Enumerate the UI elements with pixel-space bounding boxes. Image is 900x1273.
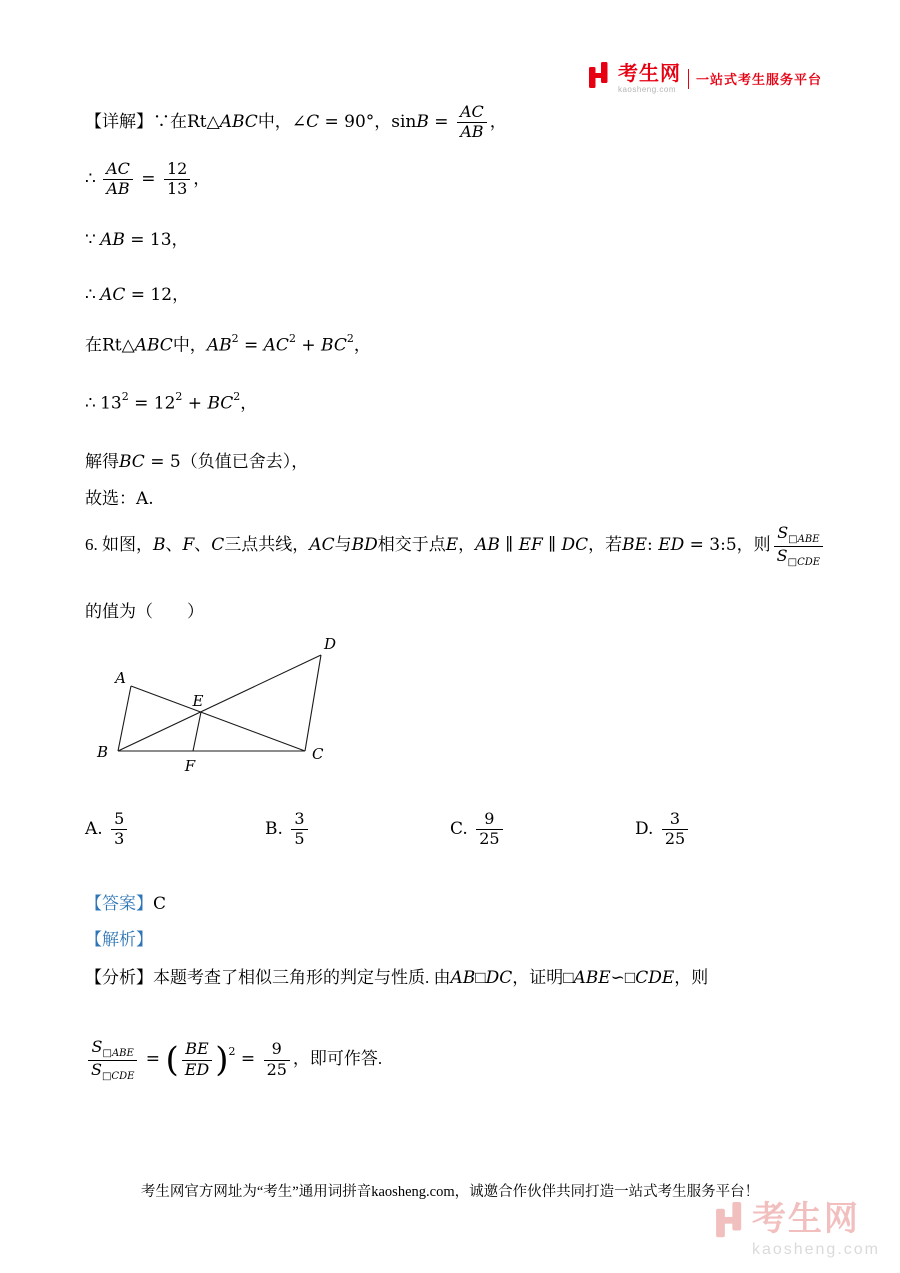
watermark-text-block [752, 1202, 880, 1258]
option-c: C. $\frac{9}{25}$ [450, 810, 506, 850]
logo-text-block [618, 64, 681, 94]
point-label-e: E [192, 692, 204, 710]
option-b: B. $\frac{3}{5}$ [265, 810, 311, 850]
options-row [85, 810, 820, 862]
point-label-a: A [115, 669, 126, 687]
segment-BD [118, 655, 321, 751]
brand-domain: kaosheng.com [617, 84, 677, 94]
kaosheng-logo-icon [589, 62, 611, 95]
solution-line-6: ∴ $13^2 = 12^2 + BC^2$， [85, 390, 258, 414]
solution-line-5: 在Rt△ABC中，$AB^2 = AC^2 + BC^2$， [85, 332, 371, 356]
brand-tagline: 一站式考生服务平台 [695, 72, 822, 87]
watermark-logo-icon [716, 1202, 746, 1245]
point-label-d: D [324, 635, 337, 653]
watermark [716, 1202, 880, 1258]
answer-line: 【答案】C [85, 894, 167, 914]
geometry-figure [88, 633, 418, 788]
point-label-b: B [96, 743, 108, 761]
segment-CD [305, 655, 321, 751]
footer-text: 考生网官方网址为“考生”通用词拼音kaosheng.com，诚邀合作伙伴共同打造一站式考生服务平台！ [140, 1184, 760, 1200]
watermark-brand: 考生网 [751, 1200, 860, 1238]
option-a: A. $\frac{5}{3}$ [85, 810, 130, 850]
solution-line-7: 解得BC = 5（负值已舍去）， [85, 452, 309, 472]
solution-line-3: ∵ AB = 13， [85, 230, 189, 250]
solution-line-4: ∴ AC = 12， [85, 285, 190, 305]
segment-BA [118, 686, 131, 751]
solution-line-2: ∴ $\frac{AC}{AB}$ = $\frac{12}{13}$ ， [85, 159, 211, 199]
question-6-stem: 6. 如图，B、F、C三点共线，AC与BD相交于点E，AB ∥ EF ∥ DC，若BE: ED = 3:5，则 $\frac{S_{□ABE}}{S_{□CDE}}$ [85, 524, 820, 568]
analysis-label: 【解析】 [85, 930, 153, 949]
brand-name: 考生网 [617, 62, 681, 85]
option-d: D. $\frac{3}{25}$ [635, 810, 691, 850]
point-label-f: F [184, 757, 196, 775]
segment-AC [131, 686, 305, 751]
watermark-domain: kaosheng.com [751, 1241, 880, 1258]
analysis-formula: $\frac{S_{□ABE}}{S_{□CDE}}$ = ( $\frac{BE}{ED}$ )$^2$ = $\frac{9}{25}$ ，即可作答. [85, 1038, 382, 1082]
site-header-logo [589, 62, 822, 95]
question-6-stem-continued: 的值为（ ） [85, 602, 204, 621]
solution-line-1: 【详解】∵在Rt△ABC中，∠C = 90°，sinB = $\frac{AC}{AB}$ ， [85, 102, 507, 142]
logo-divider [688, 69, 689, 89]
segment-EF [193, 712, 201, 751]
solution-answer-choice: 故选：A. [85, 489, 154, 509]
analysis-text: 【分析】本题考查了相似三角形的判定与性质. 由AB□DC，证明□ABE∽□CDE，则 [85, 968, 709, 988]
point-label-c: C [312, 745, 324, 763]
